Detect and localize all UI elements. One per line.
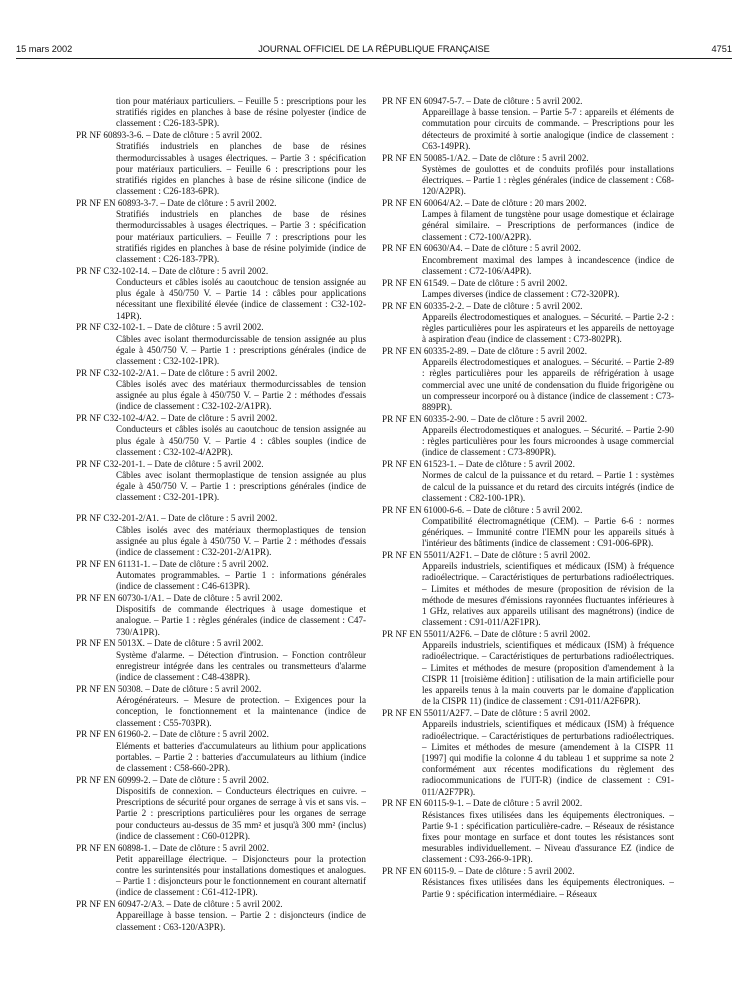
standard-entry [382, 414, 674, 459]
standard-reference: PR NF EN 60947-2/A3. – Date de clôture : 5 avril 2002. [76, 899, 283, 910]
standard-reference: PR NF EN 60898-1. – Date de clôture : 5 avril 2002. [76, 842, 269, 853]
standard-entry [76, 559, 366, 593]
standard-description: Stratifiés industriels en planches de base de résines thermodurcissables à usages électriques. – Partie 3 : spécification pour matériaux particuliers. – Feuille 6 : prescriptions pour les stratifiés rigides en planches à base de résine silicone (indice de classement : C26-183-6PR). [116, 141, 366, 197]
standard-description: Câbles avec isolant thermoplastique de tension assignée au plus égale à 450/750 V. – Partie 1 : prescriptions générales (indice de classement : C32-201-1PR). [116, 469, 366, 503]
standard-description: Petit appareillage électrique. – Disjoncteurs pour la protection contre les surintensités pour installations domestiques et analogues. – Partie 1 : disjoncteurs pour le fonctionnement en courant alternatif (indice de classement : C61-412-1PR). [116, 853, 366, 898]
standard-reference: PR NF EN 61960-2. – Date de clôture : 5 avril 2002. [76, 729, 269, 740]
standard-entry [382, 798, 674, 865]
standard-entry [382, 708, 674, 798]
standard-description: Appareils industriels, scientifiques et médicaux (ISM) à fréquence radioélectrique. – Caractéristiques de perturbations radioélectriques. – Limites et méthodes de mesure (proposition d'amendement à la CISPR 11 [troisième édition] : utilisation de la main artificielle pour les appareils tenus à la main couverts par le domaine d'application de la CISPR 11) (indice de classement : C91-011/A2F6PR). [422, 640, 674, 707]
standard-description: Aérogénérateurs. – Mesure de protection. – Exigences pour la conception, le fonctionnement et la maintenance (indice de classement : C55-703PR). [116, 695, 366, 728]
standard-reference: PR NF EN 60893-3-7. – Date de clôture : 5 avril 2002. [76, 198, 277, 209]
standard-reference: PR NF EN 55011/A2F1. – Date de clôture : 5 avril 2002. [382, 550, 591, 561]
standard-description: Compatibilité électromagnétique (CEM). – Partie 6-6 : normes génériques. – Immunité contre l'IEMN pour les appareils situés à l'intérieur des bâtiments (indice de classement : C91-006-6PR). [422, 515, 674, 549]
standard-reference: PR NF EN 55011/A2F7. – Date de clôture : 5 avril 2002. [382, 708, 591, 719]
standard-description: Appareils électrodomestiques et analogues. – Sécurité. – Partie 2-2 : règles particulières pour les aspirateurs et les appareils de nettoyage à aspiration d'eau (indice de classement : C73-802PR). [422, 311, 674, 345]
standard-entry [382, 301, 674, 346]
standard-description: Câbles isolés avec des matériaux thermoplastiques de tension assignée au plus égale à 450/750 V. – Partie 2 : méthodes d'essais (indice de classement : C32-201-2/A1PR). [116, 524, 366, 558]
standard-description: Eléments et batteries d'accumulateurs au lithium pour applications portables. – Partie 2 : batteries d'accumulateurs au lithium (indice de classement : C58-660-2PR). [116, 740, 366, 773]
standard-description: Appareils électrodomestiques et analogues. – Sécurité. – Partie 2-89 : règles particulières pour les appareils de réfrigération à usage commercial avec une unité de condensation du fluide frigorigène ou un compresseur incorporé ou à distance (indice de classement : C73-889PR). [422, 357, 674, 413]
standard-entry [382, 550, 674, 628]
standard-description: Automates programmables. – Partie 1 : informations générales (indice de classement : C46-613PR). [116, 570, 366, 592]
standard-reference: PR NF EN 60630/A4. – Date de clôture : 5 avril 2002. [382, 243, 581, 254]
standard-reference: PR NF EN 60115-9-1. – Date de clôture : 5 avril 2002. [382, 798, 583, 809]
standard-entry [76, 775, 366, 842]
standard-reference: PR NF C32-102-4/A2. – Date de clôture : 5 avril 2002. [76, 413, 278, 424]
standard-reference: PR NF EN 60335-2-2. – Date de clôture : 5 avril 2002. [382, 300, 583, 311]
standard-description: Câbles isolés avec des matériaux thermodurcissables de tension assignée au plus égale à 450/750 V. – Partie 2 : méthodes d'essais (indice de classement : C32-102-2/A1PR). [116, 379, 366, 412]
standard-entry [76, 322, 366, 367]
standard-entry [382, 278, 674, 300]
standard-reference: PR NF EN 61523-1. – Date de clôture : 5 avril 2002. [382, 459, 575, 470]
standard-entry [76, 130, 366, 197]
standard-description: Câbles avec isolant thermodurcissable de tension assignée au plus égale à 450/750 V. – Partie 1 : prescriptions générales (indice de classement : C32-102-1PR). [116, 333, 366, 367]
standard-description: Systèmes de goulottes et de conduits profilés pour installations électriques. – Partie 1 : règles générales (indice de classement : C68-120/A2PR). [422, 163, 674, 197]
standard-entry [76, 843, 366, 899]
standard-entry [382, 243, 674, 277]
standard-entry [76, 459, 366, 504]
standard-description: Lampes diverses (indice de classement : C72-320PR). [422, 288, 620, 299]
standard-reference: PR NF C32-102-1. – Date de clôture : 5 avril 2002. [76, 322, 264, 333]
standard-entry [76, 413, 366, 458]
header-page-number: 4751 [711, 44, 732, 54]
standard-reference: PR NF EN 60115-9. – Date de clôture : 5 avril 2002. [382, 866, 575, 877]
standard-reference: PR NF 60893-3-6. – Date de clôture : 5 avril 2002. [76, 130, 263, 141]
standard-reference: PR NF EN 55011/A2F6. – Date de clôture : 5 avril 2002. [382, 629, 591, 640]
standard-entry [382, 96, 674, 152]
standard-description: Appareils industriels, scientifiques et médicaux (ISM) à fréquence radioélectrique. – Caractéristiques de perturbations radioélectriques. – Limites et méthodes de mesure (proposition de révision de la méthode de mesures d'émissions rayonnées fluctuantes inférieures à 1 GHz, relatives aux appareils utilisant des magnétrons) (indice de classement : C91-011/A2F1PR). [422, 561, 674, 628]
standard-reference: PR NF C32-201-1. – Date de clôture : 5 avril 2002. [76, 458, 264, 469]
standard-entry [76, 684, 366, 729]
standard-reference: PR NF EN 50085-1/A2. – Date de clôture : 5 avril 2002. [382, 152, 589, 163]
standard-entry [76, 96, 366, 130]
standard-reference: PR NF C32-201-2/A1. – Date de clôture : 5 avril 2002. [76, 513, 278, 524]
standard-reference: PR NF EN 60064/A2. – Date de clôture : 20 mars 2002. [382, 198, 587, 209]
standard-description: Appareillage à basse tension. – Partie 2 : disjoncteurs (indice de classement : C63-120/A3PR). [116, 910, 366, 932]
standard-description: tion pour matériaux particuliers. – Feuille 5 : prescriptions pour les stratifiés rigides en planches à base de résine polyester (indice de classement : C26-183-5PR). [116, 96, 366, 129]
standard-entry [76, 593, 366, 638]
standard-description: Appareils industriels, scientifiques et médicaux (ISM) à fréquence radioélectrique. – Caractéristiques de perturbations radioélectriques. – Limites et méthodes de mesure (amendement à la CISPR 11 [1997] qui modifie la colonne 4 du tableau 1 et supprime sa note 2 conformément aux récentes modifications du règlement des radiocommunications de l'UIT-R) (indice de classement : C91-011/A2F7PR). [422, 719, 674, 797]
standard-entry [76, 638, 366, 683]
standard-description: Résistances fixes utilisées dans les équipements électroniques. – Partie 9 : spécification intermédiaire. – Réseaux [422, 877, 674, 899]
standard-description: Conducteurs et câbles isolés au caoutchouc de tension assignée au plus égale à 450/750 V. – Partie 4 : câbles souples (indice de classement : C32-102-4/A2PR). [116, 424, 366, 457]
standard-reference: PR NF EN 50308. – Date de clôture : 5 avril 2002. [76, 683, 262, 694]
standard-entry [382, 866, 674, 900]
standard-reference: PR NF EN 61131-1. – Date de clôture : 5 avril 2002. [76, 558, 269, 569]
standard-entry [382, 629, 674, 707]
standard-reference: PR NF EN 60730-1/A1. – Date de clôture : 5 avril 2002. [76, 593, 283, 604]
standard-entry [76, 899, 366, 933]
header-date: 15 mars 2002 [16, 44, 73, 54]
standard-description: Normes de calcul de la puissance et du retard. – Partie 1 : systèmes de calcul de la puissance et du retard des circuits intégrés (indice de classement : C82-100-1PR). [422, 470, 674, 503]
standard-description: Appareillage à basse tension. – Partie 5-7 : appareils et éléments de commutation pour circuits de commande. – Prescriptions pour les détecteurs de proximité à sortie analogique (indice de classement : C63-149PR). [422, 107, 674, 151]
right-column [382, 96, 674, 900]
standard-entry [382, 505, 674, 550]
standard-entry [382, 153, 674, 198]
standard-entry [76, 729, 366, 774]
standard-reference: PR NF EN 5013X. – Date de clôture : 5 avril 2002. [76, 638, 264, 649]
standard-entry [76, 513, 366, 558]
standard-reference: PR NF EN 60947-5-7. – Date de clôture : 5 avril 2002. [382, 96, 583, 106]
standard-description: Conducteurs et câbles isolés au caoutchouc de tension assignée au plus égale à 450/750 V. – Partie 14 : câbles pour applications nécessitant une flexibilité élevée (indice de classement : C32-102-14PR). [116, 277, 366, 321]
standard-entry [76, 368, 366, 413]
standard-reference: PR NF C32-102-2/A1. – Date de clôture : 5 avril 2002. [76, 367, 278, 378]
standard-reference: PR NF EN 61549. – Date de clôture : 5 avril 2002. [382, 277, 568, 288]
standard-entry [76, 198, 366, 265]
left-column [76, 96, 366, 933]
standard-description: Système d'alarme. – Détection d'intrusion. – Fonction contrôleur enregistreur intégrée dans les centrales ou transmetteurs d'alarme (indice de classement : C48-438PR). [116, 649, 366, 683]
page-header [16, 44, 732, 58]
standard-description: Lampes à filament de tungstène pour usage domestique et éclairage général similaire. – Prescriptions de performances (indice de classement : C72-100/A2PR). [422, 209, 674, 242]
standard-description: Résistances fixes utilisées dans les équipements électroniques. – Partie 9-1 : spécification particulière-cadre. – Réseaux de résistance fixes pour montage en surface et dont toutes les résistances sont mesurables individuellement. – Niveau d'assurance EZ (indice de classement : C93-266-9-1PR). [422, 809, 674, 865]
header-journal-title: JOURNAL OFFICIEL DE LA RÉPUBLIQUE FRANÇAISE [258, 44, 490, 54]
standard-description: Encombrement maximal des lampes à incandescence (indice de classement : C72-106/A4PR). [422, 254, 674, 276]
standard-description: Dispositifs de connexion. – Conducteurs électriques en cuivre. – Prescriptions de sécurité pour organes de serrage à vis et sans vis. – Partie 2 : prescriptions particulières pour les organes de serrage pour conducteurs au-dessus de 35 mm² et jusqu'à 300 mm² (inclus) (indice de classement : C60-012PR). [116, 785, 366, 841]
standard-reference: PR NF EN 60335-2-90. – Date de clôture : 5 avril 2002. [382, 413, 588, 424]
standard-entry [382, 346, 674, 413]
standard-entry [76, 266, 366, 322]
standard-reference: PR NF EN 60999-2. – Date de clôture : 5 avril 2002. [76, 774, 269, 785]
standard-reference: PR NF EN 61000-6-6. – Date de clôture : 5 avril 2002. [382, 504, 583, 515]
standard-reference: PR NF EN 60335-2-89. – Date de clôture : 5 avril 2002. [382, 346, 588, 357]
standard-entry [382, 459, 674, 504]
standard-description: Appareils électrodomestiques et analogues. – Sécurité. – Partie 2-90 : règles particulières pour les fours microondes à usage commercial (indice de classement : C73-890PR). [422, 425, 674, 458]
standard-description: Dispositifs de commande électriques à usage domestique et analogue. – Partie 1 : règles générales (indice de classement : C47-730/A1PR). [116, 604, 366, 637]
header-rule [16, 58, 732, 59]
standard-entry [382, 198, 674, 243]
standard-description: Stratifiés industriels en planches de base de résines thermodurcissables à usages électriques. – Partie 3 : spécification pour matériaux particuliers. – Feuille 7 : prescriptions pour les stratifiés rigides en planches à base de résine polyimide (indice de classement : C26-183-7PR). [116, 209, 366, 265]
standard-reference: PR NF C32-102-14. – Date de clôture : 5 avril 2002. [76, 265, 269, 276]
